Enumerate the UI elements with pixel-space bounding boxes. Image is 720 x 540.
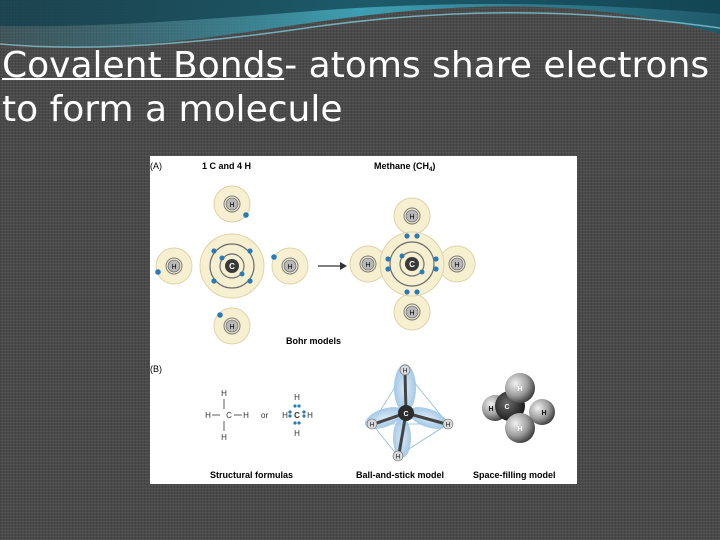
svg-text:H: H [243, 411, 249, 420]
title-key-term: Covalent Bonds [2, 45, 285, 86]
svg-text:H: H [221, 433, 227, 442]
atom-H-label: H [409, 310, 415, 317]
svg-text:H: H [517, 426, 523, 433]
svg-text:H: H [282, 411, 288, 420]
atom-H-label: H [171, 264, 177, 271]
svg-text:H: H [221, 389, 227, 398]
bohr-model-methane [350, 198, 475, 330]
svg-text:H: H [541, 410, 547, 417]
bohr-model-separate-atoms [155, 186, 308, 344]
methane-figure-svg [150, 156, 577, 484]
panel-a-label: (A) [150, 161, 162, 171]
ball-and-stick-model [362, 364, 453, 461]
svg-text:H: H [488, 406, 494, 413]
electron-dot-formula [282, 393, 313, 438]
right-heading: Methane $(CH_4)$ [374, 161, 436, 173]
svg-text:H: H [402, 368, 408, 375]
svg-text:C: C [226, 411, 232, 420]
space-filling-caption: Space-filling model [473, 470, 556, 480]
panel-b-label: (B) [150, 364, 162, 374]
svg-text:C: C [504, 404, 510, 411]
structural-formula [205, 389, 249, 442]
bohr-models-caption: Bohr models [286, 336, 342, 346]
ball-and-stick-caption: Ball-and-stick model [356, 470, 445, 480]
atom-C-label: C [409, 260, 415, 269]
svg-text:C: C [403, 411, 409, 418]
atom-H-label: H [365, 262, 371, 269]
atom-H-label: H [229, 324, 235, 331]
svg-text:H: H [294, 393, 300, 402]
atom-H-label: H [454, 262, 460, 269]
svg-text:H: H [307, 411, 313, 420]
svg-text:C: C [294, 411, 300, 420]
svg-text:H: H [369, 422, 375, 429]
slide-title [2, 44, 718, 132]
atom-C-label: C [229, 262, 235, 271]
left-heading: 1 C and 4 H [202, 161, 252, 171]
or-text: or [261, 411, 269, 420]
svg-text:H: H [517, 386, 523, 393]
svg-text:H: H [395, 454, 401, 461]
space-filling-model [482, 373, 555, 443]
atom-H-label: H [229, 202, 235, 209]
methane-figure [150, 156, 577, 484]
svg-text:H: H [205, 411, 211, 420]
title-description: - atoms share electrons to form a molecule [2, 45, 710, 130]
reaction-arrow [318, 262, 347, 270]
atom-H-label: H [287, 264, 293, 271]
svg-text:H: H [294, 429, 300, 438]
atom-H-label: H [409, 214, 415, 221]
structural-formulas-caption: Structural formulas [210, 470, 294, 480]
svg-text:H: H [445, 422, 451, 429]
